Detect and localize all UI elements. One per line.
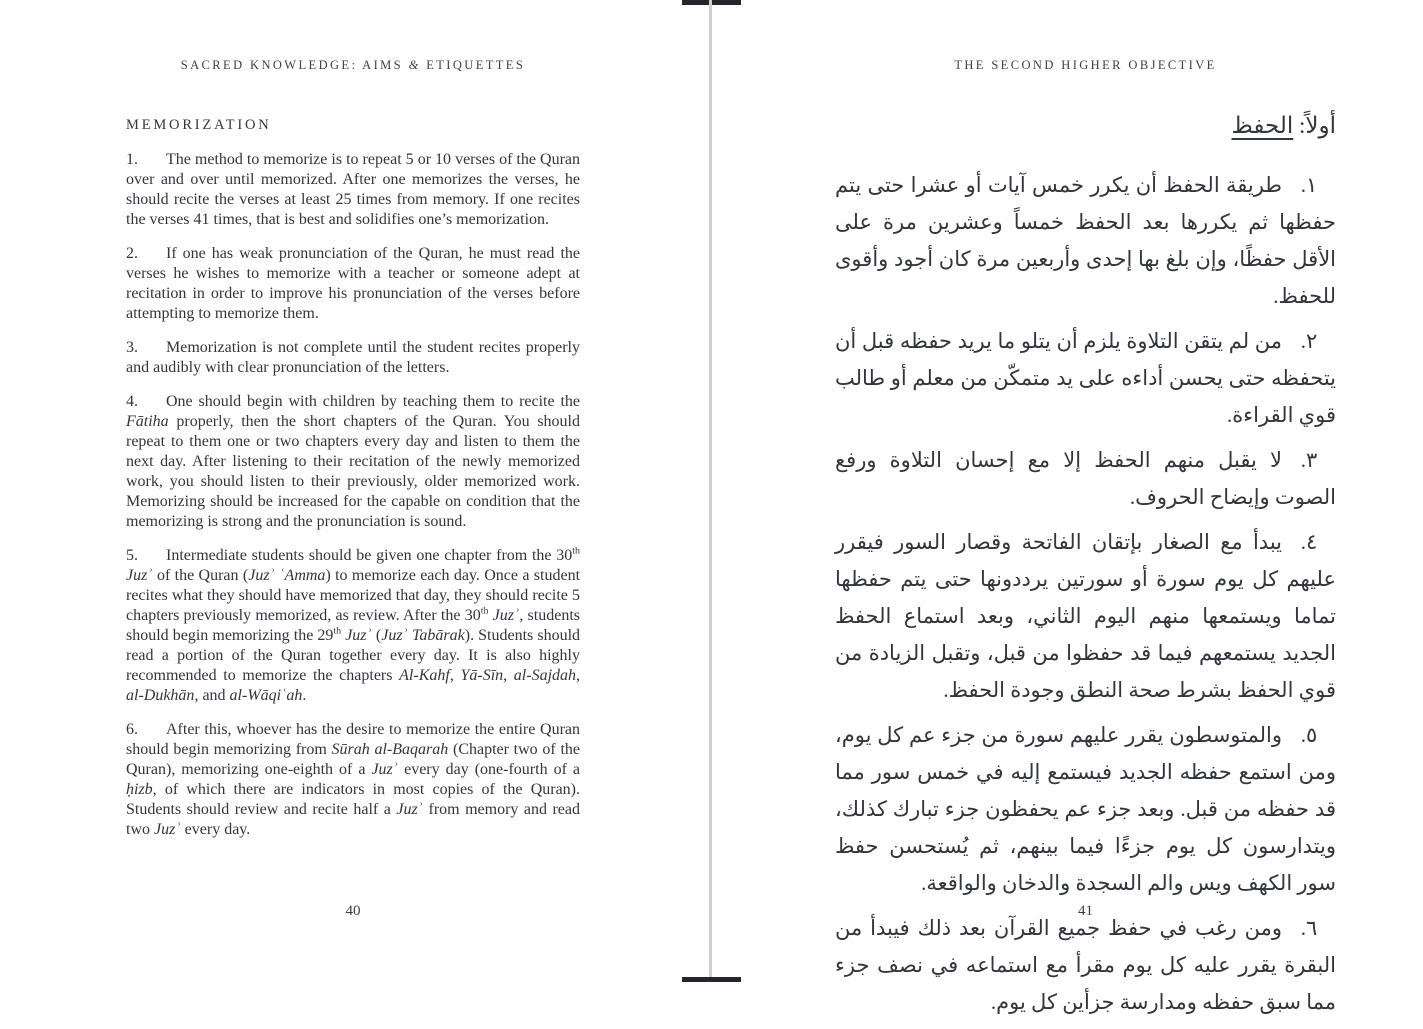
numbered-paragraph <box>126 338 580 378</box>
paragraph-number: 4. <box>126 393 138 410</box>
page-gutter-divider <box>709 0 712 982</box>
paragraph-text: طريقة الحفظ أن يكرر خمس آيات أو عشرا حتى يتم حفظها ثم يكررها بعد الحفظ خمساً وعشرين مرة على الأقل حفظًا، وإن بلغ بها إحدى وأربعين مرة كان أجود وأقوى للحفظ. <box>835 173 1336 308</box>
paragraph-number: ١. <box>1300 173 1318 197</box>
numbered-paragraph <box>835 524 1336 709</box>
numbered-paragraph <box>835 717 1336 902</box>
page-edge-mark-bottom <box>682 977 741 982</box>
running-head-right: THE SECOND HIGHER OBJECTIVE <box>954 58 1217 72</box>
paragraph-number: 2. <box>126 245 138 262</box>
numbered-paragraph <box>835 910 1336 1021</box>
numbered-paragraph <box>126 392 580 532</box>
paragraph-text: والمتوسطون يقرر عليهم سورة من جزء عم كل يوم، ومن استمع حفظه الجديد فيستمع إليه في خمس سور مما قد حفظه من قبل. وبعد جزء عم يحفظون جزء تبارك كذلك، ويتدارسون كل يوم جزءًا فيما بينهم، ثم يُستحسن حفظ سور الكهف ويس والم السجدة والدخان والواقعة. <box>835 723 1336 895</box>
paragraph-text: Memorization is not complete until the student recites properly and audibly with clear pronunciation of the letters. <box>126 339 580 376</box>
page-number-right: 41 <box>1078 903 1093 919</box>
numbered-paragraph <box>126 546 580 706</box>
numbered-paragraph <box>835 167 1336 315</box>
paragraph-number: 6. <box>126 721 138 738</box>
paragraph-number: ٥. <box>1300 723 1318 747</box>
paragraph-number: 3. <box>126 339 138 356</box>
paragraph-number: 1. <box>126 151 138 168</box>
paragraph-text: After this, whoever has the desire to memorize the entire Quran should begin memorizing from Sūrah al-Baqarah (Chapter two of the Quran), memorizing one-eighth of a Juzʾ every day (one-fourth of a ḥizb, of which there are indicators in most copies of the Quran). Students should review and recite half a Juzʾ from memory and read two Juzʾ every day. <box>126 721 581 838</box>
section-heading: MEMORIZATION <box>126 117 272 133</box>
right-paragraph-list <box>835 167 1336 1021</box>
numbered-paragraph <box>835 323 1336 434</box>
paragraph-number: ٦. <box>1300 916 1318 940</box>
paragraph-text: يبدأ مع الصغار بإتقان الفاتحة وقصار السور فيقرر عليهم كل يوم سورة أو سورتين يرددونها حتى يتم حفظها تماما ويستمعها منهم اليوم الثاني، وبعد استماع الحفظ الجديد يستمعهم فيما قد حفظوا من قبل، وتقبل الزيادة من قوي الحفظ بشرط صحة النطق وجودة الحفظ. <box>835 530 1336 702</box>
page-left <box>126 0 580 854</box>
paragraph-text: من لم يتقن التلاوة يلزم أن يتلو ما يريد حفظه قبل أن يتحفظه حتى يحسن أداءه على يد متمكّن من معلم أو طالب قوي القراءة. <box>835 329 1336 427</box>
paragraph-text: The method to memorize is to repeat 5 or 10 verses of the Quran over and over until memorized. After one memorizes the verses, he should recite the verses at least 25 times from memory. If one recites the verses 41 times, that is best and solidifies one’s memorization. <box>126 151 580 228</box>
paragraph-text: ومن رغب في حفظ جميع القرآن بعد ذلك فيبدأ من البقرة يقرر عليه كل يوم مقرأ مع استماعه في نصف جزء مما سبق حفظه ومدارسة جزأين كل يوم. <box>835 916 1336 1014</box>
numbered-paragraph <box>126 244 580 324</box>
arabic-section-heading: أولاً: الحفظ <box>1231 113 1336 138</box>
page-right <box>835 0 1336 1029</box>
paragraph-text: If one has weak pronunciation of the Quran, he must read the verses he wishes to memorize with a teacher or someone adept at recitation in order to improve his pronunciation of the verses before attempting to memorize them. <box>126 245 580 322</box>
paragraph-text: Intermediate students should be given one chapter from the 30th Juzʾ of the Quran (Juzʾ ʿAmma) to memorize each day. Once a student recites what they should have memorized that day, they should recite 5 chapters previously memorized, as review. After the 30th Juzʾ, students should begin memorizing the 29th Juzʾ (Juzʾ Tabārak). Students should read a portion of the Quran together every day. It is also highly recommended to memorize the chapters Al-Kahf, Yā-Sīn, al-Sajdah, al-Dukhān, and al-Wāqiʿah. <box>126 545 581 704</box>
page-number-left: 40 <box>345 903 361 919</box>
numbered-paragraph <box>835 442 1336 516</box>
numbered-paragraph <box>126 150 580 230</box>
numbered-paragraph <box>126 720 580 840</box>
paragraph-number: ٣. <box>1300 448 1318 472</box>
paragraph-text: لا يقبل منهم الحفظ إلا مع إحسان التلاوة ورفع الصوت وإيضاح الحروف. <box>835 448 1336 509</box>
paragraph-number: 5. <box>126 547 138 564</box>
running-head-left: SACRED KNOWLEDGE: AIMS & ETIQUETTES <box>180 58 526 72</box>
paragraph-number: ٤. <box>1300 530 1318 554</box>
paragraph-text: One should begin with children by teaching them to recite the Fātiha properly, then the short chapters of the Quran. You should repeat to them one or two chapters every day and listen to them the next day. After listening to their recitation of the newly memorized work, you should listen to their previously, older memorized work. Memorizing should be increased for the capable on condition that the memorizing is strong and the pronunciation is sound. <box>126 393 580 530</box>
left-paragraph-list <box>126 150 580 840</box>
paragraph-number: ٢. <box>1300 329 1318 353</box>
